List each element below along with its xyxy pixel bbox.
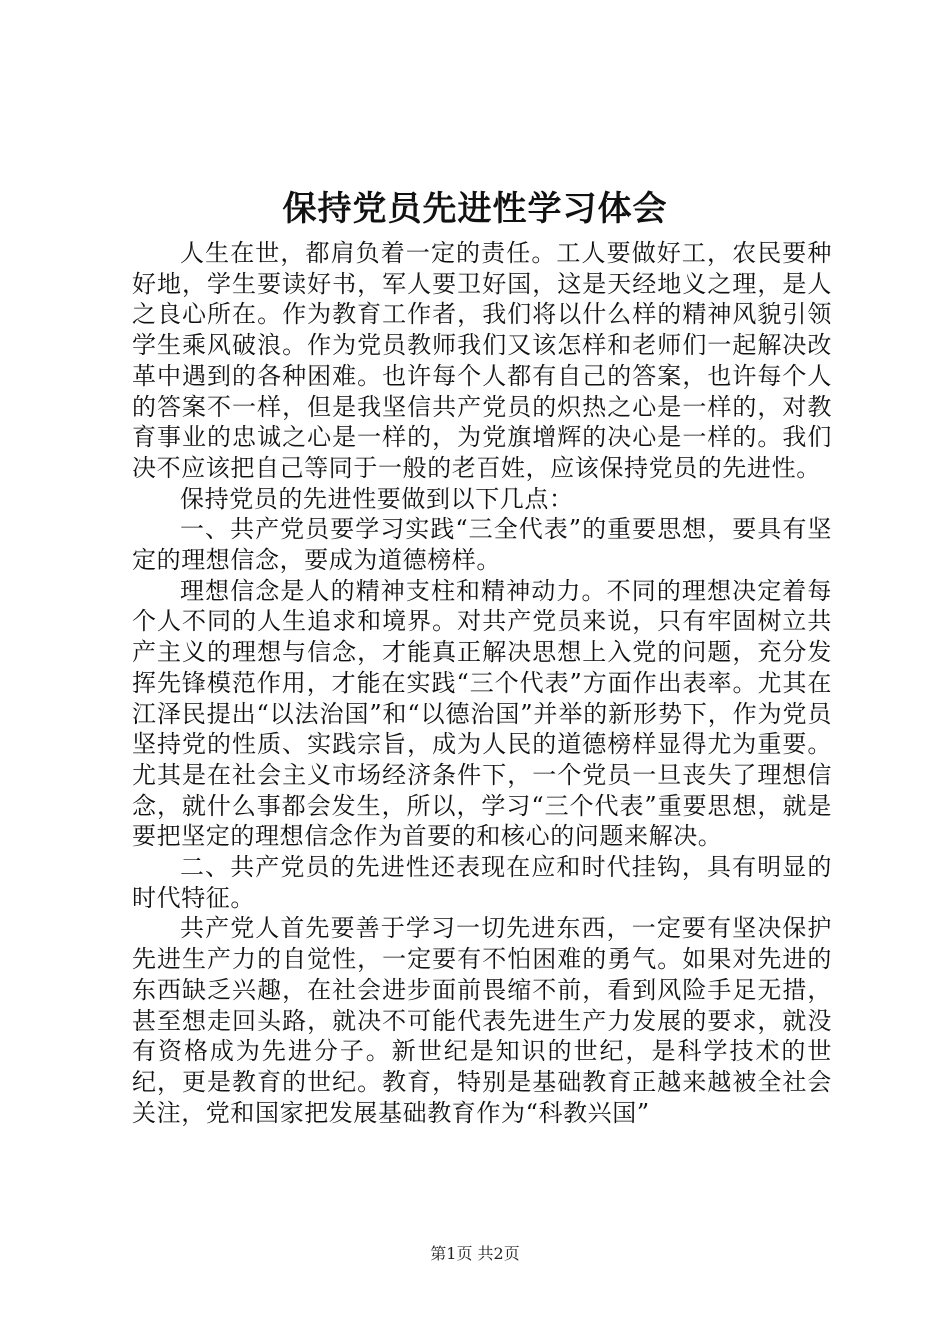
paragraph-point-one: 一、共产党员要学习实践“三全代表”的重要思想，要具有坚定的理想信念，要成为道德榜样。	[132, 515, 832, 575]
paragraph-ideals: 理想信念是人的精神支柱和精神动力。不同的理想决定着每个人不同的人生追求和境界。对共产党员来说，只有牢固树立共产主义的理想与信念，才能真正解决思想上入党的问题，充分发挥先锋模范作用，才能在实践“三个代表”方面作出表率。尤其在江泽民提出“以法治国”和“以德治国”并举的新形势下，作为党员坚持党的性质、实践宗旨，成为人民的道德榜样显得尤为重要。尤其是在社会主义市场经济条件下，一个党员一旦丧失了理想信念，就什么事都会发生，所以，学习“三个代表”重要思想，就是要把坚定的理想信念作为首要的和核心的问题来解决。	[132, 576, 832, 851]
paragraph-learning: 共产党人首先要善于学习一切先进东西，一定要有坚决保护先进生产力的自觉性，一定要有不怕困难的勇气。如果对先进的东西缺乏兴趣，在社会进步面前畏缩不前，看到风险手足无措，甚至想走回头路，就决不可能代表先进生产力发展的要求，就没有资格成为先进分子。新世纪是知识的世纪，是科学技术的世纪，更是教育的世纪。教育，特别是基础教育正越来越被全社会关注，党和国家把发展基础教育作为“科教兴国”	[132, 914, 832, 1127]
document-title: 保持党员先进性学习体会	[282, 189, 668, 229]
document-body	[132, 238, 832, 1128]
paragraph-point-two: 二、共产党员的先进性还表现在应和时代挂钩，具有明显的时代特征。	[132, 853, 832, 912]
page-footer: 第1页 共2页	[430, 1244, 520, 1263]
paragraph-intro: 人生在世，都肩负着一定的责任。工人要做好工，农民要种好地，学生要读好书，军人要卫好国，这是天经地义之理，是人之良心所在。作为教育工作者，我们将以什么样的精神风貌引领学生乘风破浪。作为党员教师我们又该怎样和老师们一起解决改革中遇到的各种困难。也许每个人都有自己的答案，也许每个人的答案不一样，但是我坚信共产党员的炽热之心是一样的，对教育事业的忠诚之心是一样的，为党旗增辉的决心是一样的。我们决不应该把自己等同于一般的老百姓，应该保持党员的先进性。	[132, 239, 832, 482]
paragraph-points-lead: 保持党员的先进性要做到以下几点：	[180, 484, 574, 513]
